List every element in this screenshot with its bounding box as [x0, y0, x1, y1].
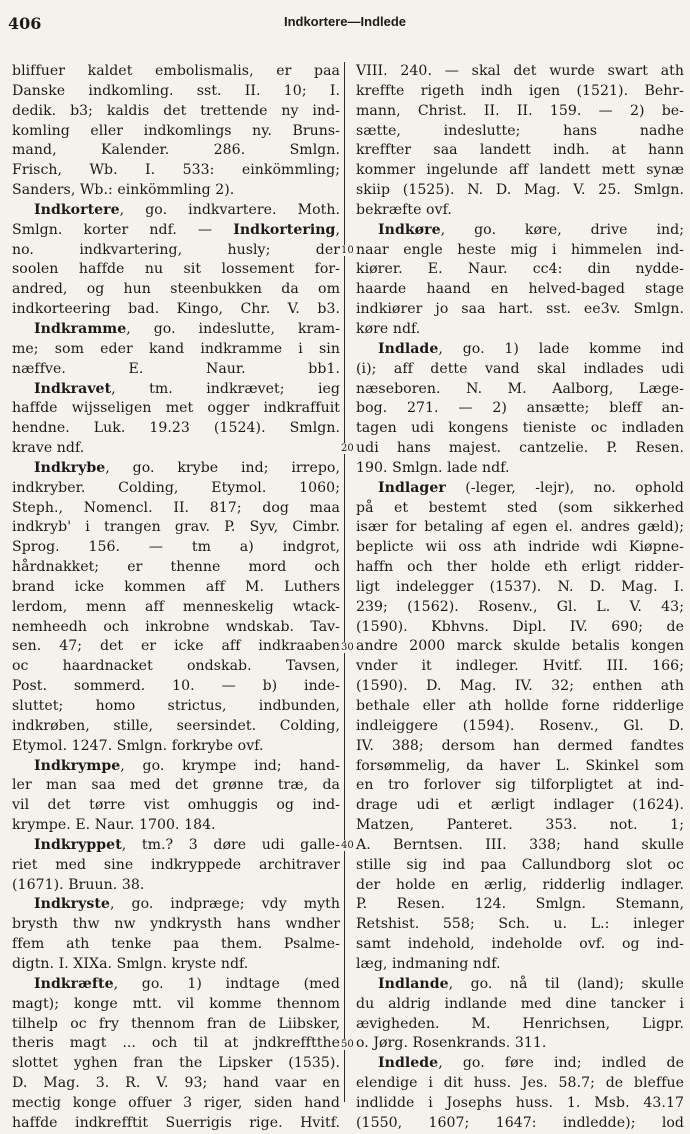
- text-line: Indkravet, tm. indkrævet; ieg: [34, 380, 340, 397]
- text-line: kiører. E. Naur. cc4: din nydde-: [356, 261, 684, 278]
- text-line: forsømmelig, da haver L. Skinkel som: [356, 757, 684, 774]
- text-line: (1671). Bruun. 38.: [12, 876, 145, 893]
- text-line: Frisch, Wb. I. 533: einkömmling;: [12, 162, 340, 179]
- text-line: bliffuer kaldet embolismalis, er paa: [12, 63, 340, 79]
- text-line: P. Resen. 124. Smlgn. Stemann,: [356, 896, 684, 913]
- column-divider: [344, 62, 345, 1102]
- text-line: Danske indkomling. sst. II. 10; I.: [12, 82, 340, 99]
- text-line: næseboren. N. M. Aalborg, Læge-: [356, 380, 684, 397]
- text-line: andre 2000 marck skulde betalis kongen: [356, 638, 684, 655]
- text-line: på et bestemt sted (som sikkerhed: [356, 499, 684, 516]
- text-line: udi hans majest. cantzelie. P. Resen.: [356, 440, 684, 457]
- text-line: brysth thw nw yndkrysth hans wndher: [12, 916, 340, 933]
- text-line: der holde en ærlig, ridderlig indlager.: [356, 876, 684, 893]
- text-line: VIII. 240. — skal det wurde swart ath: [356, 63, 684, 79]
- text-line: bekræfte ovf.: [356, 201, 452, 218]
- text-line: sluttet; homo strictus, indbunden,: [12, 698, 340, 714]
- text-line: især for betaling af egen el. andres gæld);: [356, 519, 684, 536]
- text-line: (1550, 1607; 1647: indledde); lod: [356, 1114, 684, 1131]
- text-line: ler man saa med det grønne træ, da: [12, 777, 340, 794]
- text-line: theris magt ... och til at jndkrefftthe: [12, 1035, 340, 1052]
- text-line: o. Jørg. Rosenkrands. 311.: [356, 1035, 547, 1052]
- text-line: køre ndf.: [356, 320, 421, 337]
- text-line: IV. 388; dersom han dermed fandtes: [356, 737, 684, 754]
- text-line: indlidde i Josephs huss. 1. Msb. 43.17: [356, 1094, 684, 1111]
- text-line: beplicte wii oss ath indride wdi Kiøpne-: [356, 539, 684, 556]
- text-line: stille sig ind paa Callundborg slot oc: [356, 856, 684, 873]
- text-line: kreffte rigeth indh igen (1521). Behr-: [356, 82, 684, 99]
- text-line: Indlager (-leger, -lejr), no. ophold: [378, 479, 684, 496]
- text-line: (1590). Kbhvns. Dipl. IV. 690; de: [356, 618, 684, 635]
- text-line: no. indkvartering, husly; der: [12, 241, 340, 258]
- text-line: indleiggere (1594). Rosenv., Gl. D.: [356, 717, 684, 734]
- text-line: brand icke kommen aff M. Luthers: [12, 578, 340, 595]
- text-line: du aldrig indlande med dine tancker i: [356, 995, 684, 1012]
- page-header: [0, 0, 690, 44]
- text-line: magt); konge mtt. vil komme thennom: [12, 995, 340, 1012]
- text-line: indkorteering bad. Kingo, Chr. V. b3.: [12, 301, 340, 318]
- text-line: ævigheden. M. Henrichsen, Ligpr.: [356, 1015, 684, 1032]
- left-column: [12, 62, 340, 1134]
- text-line: slottet yghen fran the Lipsker (1535).: [12, 1055, 340, 1072]
- text-line: Indkryppet, tm.? 3 døre udi galle-: [34, 836, 340, 853]
- text-line: krave ndf.: [12, 440, 85, 457]
- text-line: Indkryste, go. indpræge; vdy myth: [34, 896, 340, 913]
- running-head: Indkortere—Indlede: [283, 14, 407, 29]
- text-line: haffde indkrefftit Suerrigis rige. Hvitf.: [12, 1114, 340, 1131]
- text-line: drage udi et ærligt indlager (1624).: [356, 797, 684, 814]
- text-line: Indkortere, go. indkvartere. Moth.: [34, 201, 340, 218]
- text-line: 239; (1562). Rosenv., Gl. L. V. 43;: [356, 598, 684, 615]
- text-line: Indkøre, go. køre, drive ind;: [378, 221, 684, 238]
- text-line: Smlgn. korter ndf. — Indkortering,: [12, 221, 340, 238]
- text-line: kreffter saa landett indh. at hann: [356, 142, 684, 159]
- text-line: tagen udi kongens tieniste oc indladen: [356, 420, 684, 437]
- text-line: A. Berntsen. III. 338; hand skulle: [356, 836, 684, 853]
- text-line: Indlade, go. 1) lade komme ind: [378, 340, 684, 357]
- text-line: nemheedh och inkrobne wndskab. Tav-: [12, 618, 340, 635]
- text-line: sen. 47; det er icke aff indkraaben: [12, 638, 340, 655]
- text-line: næffve. E. Naur. bb1.: [12, 360, 340, 377]
- text-line: Retshist. 558; Sch. u. L.: inleger: [356, 916, 684, 933]
- text-line: dedik. b3; kaldis det trettende ny ind-: [12, 102, 340, 119]
- text-line: hendne. Luk. 19.23 (1524). Smlgn.: [12, 420, 340, 437]
- text-line: tilhelp oc fry thennom fran de Liibsker,: [12, 1015, 340, 1032]
- text-line: bethale eller ath hollde forne ridderlige: [356, 698, 684, 714]
- text-line: haffde wijsseligen met ogger indkraffuit: [12, 400, 340, 417]
- text-line: indkrøben, stille, seersindet. Colding,: [12, 717, 340, 734]
- text-line: Etymol. 1247. Smlgn. forkrybe ovf.: [12, 737, 264, 754]
- text-line: (i); aff dette vand skal indlades udi: [356, 360, 684, 377]
- text-line: Indlande, go. nå til (land); skulle: [378, 975, 684, 992]
- text-line: Indkrybe, go. krybe ind; irrepo,: [34, 459, 340, 476]
- text-line: læg, indmaning ndf.: [356, 955, 501, 972]
- text-line: Steph., Nomencl. II. 817; dog maa: [12, 499, 340, 516]
- text-line: haffn och ther holde eth erligt ridder-: [356, 559, 684, 576]
- text-line: Indkramme, go. indeslutte, kram-: [34, 320, 340, 337]
- text-line: komling eller indkomlings ny. Bruns-: [12, 122, 340, 139]
- text-line: en tro forlover sig tilforpligtet at ind-: [356, 777, 684, 794]
- text-line: samt indehold, indeholde ovf. og ind-: [356, 936, 684, 953]
- line-number: 10: [341, 244, 354, 256]
- text-line: naar engle heste mig i himmelen ind-: [356, 241, 684, 258]
- text-line: mann, Christ. II. II. 159. — 2) be-: [356, 102, 684, 119]
- text-line: indkryber. Colding, Etymol. 1060;: [12, 479, 340, 496]
- text-line: riet med sine indkryppede architraver: [12, 856, 340, 873]
- text-line: soolen haffde nu sit lossement for-: [12, 261, 340, 278]
- text-line: skiip (1525). N. D. Mag. V. 25. Smlgn.: [356, 182, 684, 199]
- line-number: 20: [341, 443, 354, 455]
- text-line: Indkræfte, go. 1) indtage (med: [34, 975, 340, 992]
- text-line: ffem ath tenke paa them. Psalme-: [12, 936, 340, 953]
- line-number: 30: [341, 641, 354, 653]
- text-line: Indlede, go. føre ind; indled de: [378, 1055, 684, 1072]
- right-column: [356, 62, 684, 1134]
- text-line: Indkrympe, go. krympe ind; hand-: [34, 757, 340, 774]
- text-line: 190. Smlgn. lade ndf.: [356, 459, 510, 476]
- text-line: Post. sommerd. 10. — b) inde-: [12, 678, 340, 695]
- text-line: oc haardnacket ondskab. Tavsen,: [12, 658, 340, 675]
- text-line: digtn. I. XIXa. Smlgn. kryste ndf.: [12, 955, 249, 972]
- text-line: mand, Kalender. 286. Smlgn.: [12, 142, 340, 159]
- text-line: indkiører jo saa hart. sst. ee3v. Smlgn.: [356, 301, 684, 318]
- text-line: lerdom, menn aff menneskelig wtack-: [12, 598, 340, 615]
- text-line: sætte, indeslutte; hans nadhe: [356, 122, 684, 139]
- text-line: Matzen, Panteret. 353. not. 1;: [356, 817, 684, 834]
- text-line: me; som eder kand indkramme i sin: [12, 340, 340, 357]
- text-line: haarde haand en helved-baged stage: [356, 281, 684, 298]
- text-line: hårdnakket; er thenne mord och: [12, 559, 340, 576]
- page-number: 406: [8, 14, 42, 33]
- text-line: (1590). D. Mag. IV. 32; enthen ath: [356, 678, 684, 695]
- text-line: vil det tørre vist omhuggis og ind-: [12, 797, 340, 814]
- text-line: Sanders, Wb.: einkömmling 2).: [12, 182, 235, 199]
- text-line: kommer ingelunde aff landett mett synæ: [356, 162, 684, 179]
- text-line: mectig konge offuer 3 riger, siden hand: [12, 1094, 340, 1111]
- text-line: bog. 271. — 2) ansætte; bleff an-: [356, 400, 684, 417]
- text-line: vnder it indleger. Hvitf. III. 166;: [356, 658, 684, 675]
- text-line: ligt indelegger (1537). N. D. Mag. I.: [356, 578, 684, 595]
- text-line: indkryb' i trangen grav. P. Syv, Cimbr.: [12, 519, 340, 536]
- line-number: 50: [341, 1038, 354, 1050]
- text-line: D. Mag. 3. R. V. 93; hand vaar en: [12, 1075, 340, 1092]
- text-line: andred, og hun steenbukken da om: [12, 281, 340, 298]
- text-line: krympe. E. Naur. 1700. 184.: [12, 817, 216, 834]
- text-line: Sprog. 156. — tm a) indgrot,: [12, 539, 340, 556]
- text-line: elendige i dit huss. Jes. 58.7; de bleffue: [356, 1075, 684, 1092]
- line-number: 40: [341, 840, 354, 852]
